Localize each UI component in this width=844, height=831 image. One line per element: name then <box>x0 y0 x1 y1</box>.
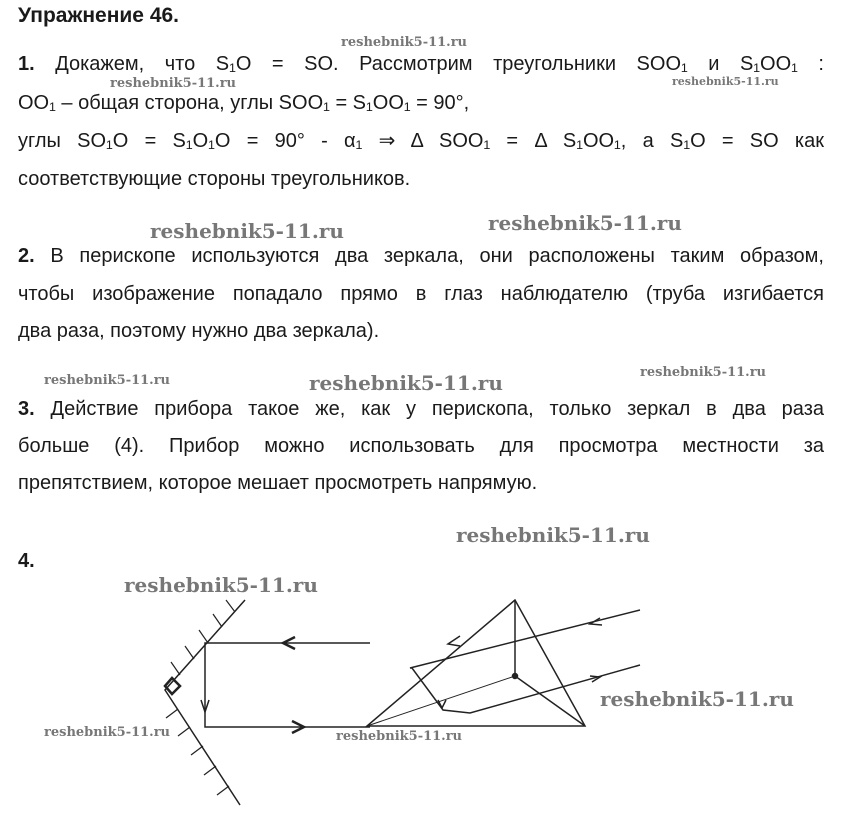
watermark: reshebnik5-11.ru <box>150 219 344 243</box>
watermark: reshebnik5-11.ru <box>341 35 468 50</box>
text: Действие прибора такое же, как у перископа, только зеркал в два раза <box>50 398 824 420</box>
triangle <box>367 600 585 726</box>
exercise-title: Упражнение 46. <box>18 4 180 27</box>
watermark: reshebnik5-11.ru <box>640 365 767 380</box>
watermark: reshebnik5-11.ru <box>600 687 794 711</box>
watermark: reshebnik5-11.ru <box>124 573 318 597</box>
right-angle-mark <box>165 678 180 694</box>
item-number: 2. <box>18 245 35 267</box>
light-ray <box>205 643 370 727</box>
item-number: 1. <box>18 53 35 75</box>
p1-line3: углы SO₁O = S₁O₁O = 90° - α₁ ⇒ Δ SOO₁ = Δ S₁OO₁, а S₁O = SO как <box>18 130 824 152</box>
watermark: reshebnik5-11.ru <box>456 523 650 547</box>
p1-line2: OO₁ – общая сторона, углы SOO₁ = S₁OO₁ = 90°, <box>18 92 470 114</box>
watermark: reshebnik5-11.ru <box>44 725 171 740</box>
p4-number: 4. <box>18 550 35 572</box>
item-number: 3. <box>18 398 35 420</box>
periscope-mirror-diagram <box>165 600 370 805</box>
watermark: reshebnik5-11.ru <box>672 75 779 88</box>
p2-line2: чтобы изображение попадало прямо в глаз наблюдателю (труба изгибается <box>18 283 824 305</box>
watermark: reshebnik5-11.ru <box>44 373 171 388</box>
p3-line3: препятствием, которое мешает просмотреть напрямую. <box>18 472 538 494</box>
arrow-icon <box>438 700 446 708</box>
text: В перископе используются два зеркала, они расположены таким образом, <box>50 245 824 267</box>
text: Докажем, что S₁O = SO. Рассмотрим треугольники SOO₁ и S₁OO₁ : <box>55 53 824 75</box>
watermark: reshebnik5-11.ru <box>110 76 237 91</box>
p1-line4: соответствующие стороны треугольников. <box>18 168 411 190</box>
arrow-icon <box>448 636 460 646</box>
mirror-hatching <box>166 600 235 795</box>
p3-line2: больше (4). Прибор можно использовать для просмотра местности за <box>18 435 824 457</box>
watermark: reshebnik5-11.ru <box>309 371 503 395</box>
watermark: reshebnik5-11.ru <box>488 211 682 235</box>
watermark: reshebnik5-11.ru <box>336 729 463 744</box>
p2-line3: два раза, поэтому нужно два зеркала). <box>18 320 380 342</box>
